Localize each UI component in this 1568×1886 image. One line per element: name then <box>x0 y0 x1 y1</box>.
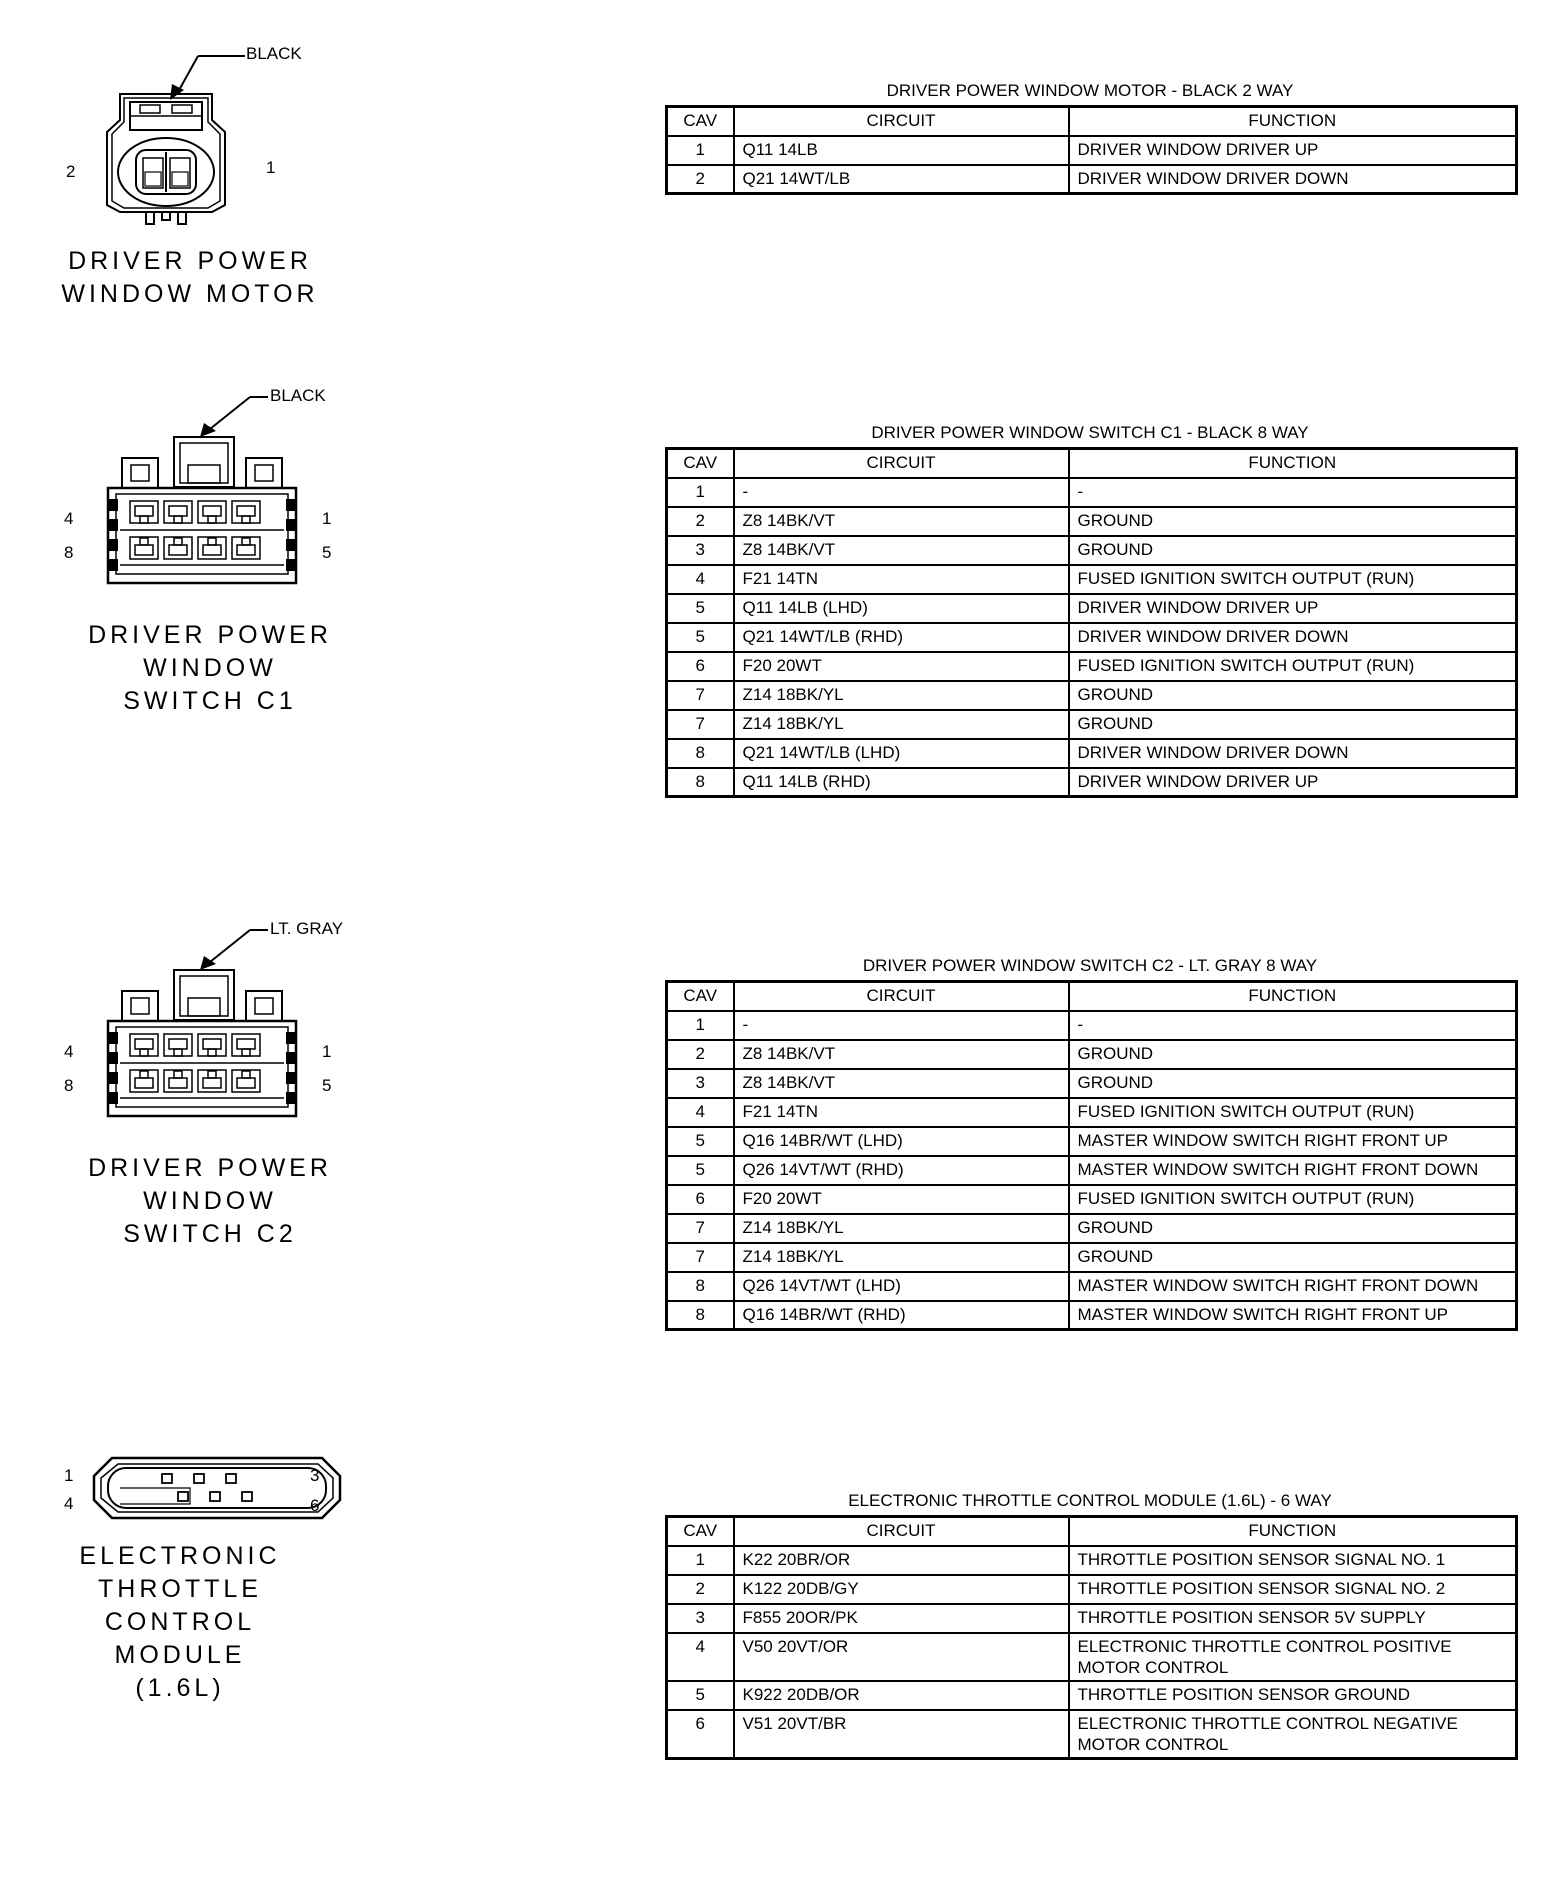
cell-cav: 8 <box>667 739 734 768</box>
cell-circuit: V50 20VT/OR <box>734 1633 1069 1681</box>
header-cav: CAV <box>667 107 734 136</box>
pin-label: 5 <box>322 543 332 562</box>
cell-function: MASTER WINDOW SWITCH RIGHT FRONT DOWN <box>1069 1272 1517 1301</box>
table-header-row <box>667 107 1517 136</box>
table-row <box>667 1011 1517 1040</box>
table-row <box>667 623 1517 652</box>
cell-function: FUSED IGNITION SWITCH OUTPUT (RUN) <box>1069 1185 1517 1214</box>
pin-label: 1 <box>322 1042 332 1061</box>
header-cav: CAV <box>667 1517 734 1546</box>
cell-cav: 7 <box>667 681 734 710</box>
connector-color-label: LT. GRAY <box>270 919 344 938</box>
cell-circuit: Q21 14WT/LB (LHD) <box>734 739 1069 768</box>
cell-circuit: Q21 14WT/LB (RHD) <box>734 623 1069 652</box>
table-header-row <box>667 449 1517 478</box>
table-row <box>667 681 1517 710</box>
pinout-table <box>665 447 1518 798</box>
cell-cav: 8 <box>667 1301 734 1330</box>
cell-function: THROTTLE POSITION SENSOR GROUND <box>1069 1681 1517 1710</box>
cell-function: MASTER WINDOW SWITCH RIGHT FRONT UP <box>1069 1301 1517 1330</box>
cell-circuit: Z14 18BK/YL <box>734 1214 1069 1243</box>
cell-function: DRIVER WINDOW DRIVER UP <box>1069 594 1517 623</box>
table-row <box>667 1546 1517 1575</box>
table-row <box>667 165 1517 194</box>
cell-cav: 3 <box>667 536 734 565</box>
cell-function: - <box>1069 1011 1517 1040</box>
cell-cav: 8 <box>667 1272 734 1301</box>
pinout-table <box>665 105 1518 195</box>
connector-name: DRIVER POWER WINDOW SWITCH C1 <box>88 621 332 715</box>
table-title: DRIVER POWER WINDOW SWITCH C1 - BLACK 8 WAY <box>871 423 1309 442</box>
table-row <box>667 1185 1517 1214</box>
header-cav: CAV <box>667 449 734 478</box>
cell-function: - <box>1069 478 1517 507</box>
cell-cav: 1 <box>667 1011 734 1040</box>
pin-label: 1 <box>322 509 332 528</box>
cell-circuit: F21 14TN <box>734 565 1069 594</box>
cell-function: GROUND <box>1069 1214 1517 1243</box>
cell-function: ELECTRONIC THROTTLE CONTROL NEGATIVE MOTOR CONTROL <box>1069 1710 1517 1759</box>
cell-function: GROUND <box>1069 710 1517 739</box>
table-row <box>667 1098 1517 1127</box>
cell-cav: 6 <box>667 1185 734 1214</box>
cell-cav: 6 <box>667 652 734 681</box>
pin-label: 1 <box>266 158 276 177</box>
table-row <box>667 536 1517 565</box>
cell-circuit: Q11 14LB (RHD) <box>734 768 1069 797</box>
pin-label: 4 <box>64 1494 74 1513</box>
table-row <box>667 1301 1517 1330</box>
table-row <box>667 1069 1517 1098</box>
cell-function: FUSED IGNITION SWITCH OUTPUT (RUN) <box>1069 565 1517 594</box>
cell-function: GROUND <box>1069 1069 1517 1098</box>
header-function: FUNCTION <box>1069 449 1517 478</box>
pinout-table-block <box>665 955 1515 1331</box>
pin-label: 4 <box>64 1042 74 1061</box>
table-title: DRIVER POWER WINDOW MOTOR - BLACK 2 WAY <box>886 81 1294 100</box>
cell-circuit: Z8 14BK/VT <box>734 507 1069 536</box>
pinout-table <box>665 1515 1518 1760</box>
connector-driver-power-window-switch-c1 <box>50 385 350 735</box>
table-row <box>667 1243 1517 1272</box>
cell-circuit: Z14 18BK/YL <box>734 710 1069 739</box>
cell-circuit: Q26 14VT/WT (RHD) <box>734 1156 1069 1185</box>
cell-function: DRIVER WINDOW DRIVER DOWN <box>1069 739 1517 768</box>
connector-name: ELECTRONIC THROTTLE CONTROL MODULE (1.6L) <box>79 1542 281 1702</box>
cell-circuit: F855 20OR/PK <box>734 1604 1069 1633</box>
cell-cav: 2 <box>667 1040 734 1069</box>
cell-function: MASTER WINDOW SWITCH RIGHT FRONT DOWN <box>1069 1156 1517 1185</box>
cell-circuit: Q21 14WT/LB <box>734 165 1069 194</box>
cell-cav: 6 <box>667 1710 734 1759</box>
cell-function: GROUND <box>1069 507 1517 536</box>
table-header-row <box>667 982 1517 1011</box>
header-cav: CAV <box>667 982 734 1011</box>
header-function: FUNCTION <box>1069 1517 1517 1546</box>
cell-cav: 1 <box>667 136 734 165</box>
cell-function: GROUND <box>1069 681 1517 710</box>
cell-circuit: - <box>734 478 1069 507</box>
table-row <box>667 1633 1517 1681</box>
table-row <box>667 1040 1517 1069</box>
connector-name: DRIVER POWER WINDOW SWITCH C2 <box>88 1154 332 1248</box>
cell-cav: 8 <box>667 768 734 797</box>
cell-cav: 5 <box>667 1127 734 1156</box>
table-row <box>667 136 1517 165</box>
table-header-row <box>667 1517 1517 1546</box>
header-function: FUNCTION <box>1069 107 1517 136</box>
cell-circuit: Q16 14BR/WT (LHD) <box>734 1127 1069 1156</box>
cell-cav: 4 <box>667 1098 734 1127</box>
table-row <box>667 594 1517 623</box>
header-circuit: CIRCUIT <box>734 449 1069 478</box>
pinout-table <box>665 980 1518 1331</box>
cell-function: THROTTLE POSITION SENSOR SIGNAL NO. 1 <box>1069 1546 1517 1575</box>
cell-circuit: Q11 14LB <box>734 136 1069 165</box>
cell-function: FUSED IGNITION SWITCH OUTPUT (RUN) <box>1069 1098 1517 1127</box>
table-row <box>667 1127 1517 1156</box>
cell-cav: 1 <box>667 478 734 507</box>
cell-circuit: - <box>734 1011 1069 1040</box>
pin-label: 4 <box>64 509 74 528</box>
table-row <box>667 507 1517 536</box>
table-row <box>667 1272 1517 1301</box>
table-row <box>667 1575 1517 1604</box>
cell-cav: 3 <box>667 1069 734 1098</box>
table-row <box>667 565 1517 594</box>
pin-label: 2 <box>66 162 76 181</box>
cell-function: ELECTRONIC THROTTLE CONTROL POSITIVE MOTOR CONTROL <box>1069 1633 1517 1681</box>
table-row <box>667 1604 1517 1633</box>
pin-label: 8 <box>64 1076 74 1095</box>
connector-color-label: BLACK <box>246 44 302 63</box>
cell-cav: 3 <box>667 1604 734 1633</box>
table-row <box>667 478 1517 507</box>
cell-cav: 2 <box>667 1575 734 1604</box>
cell-circuit: F21 14TN <box>734 1098 1069 1127</box>
cell-cav: 2 <box>667 165 734 194</box>
cell-function: GROUND <box>1069 536 1517 565</box>
pinout-table-block <box>665 80 1515 195</box>
cell-function: DRIVER WINDOW DRIVER DOWN <box>1069 165 1517 194</box>
table-row <box>667 710 1517 739</box>
cell-circuit: Z8 14BK/VT <box>734 536 1069 565</box>
cell-function: DRIVER WINDOW DRIVER DOWN <box>1069 623 1517 652</box>
cell-circuit: K122 20DB/GY <box>734 1575 1069 1604</box>
cell-cav: 7 <box>667 1243 734 1272</box>
cell-circuit: Q11 14LB (LHD) <box>734 594 1069 623</box>
cell-function: THROTTLE POSITION SENSOR 5V SUPPLY <box>1069 1604 1517 1633</box>
cell-function: THROTTLE POSITION SENSOR SIGNAL NO. 2 <box>1069 1575 1517 1604</box>
pin-label: 8 <box>64 543 74 562</box>
cell-circuit: Z14 18BK/YL <box>734 1243 1069 1272</box>
cell-cav: 7 <box>667 1214 734 1243</box>
table-row <box>667 1681 1517 1710</box>
cell-function: GROUND <box>1069 1040 1517 1069</box>
table-row <box>667 652 1517 681</box>
cell-cav: 5 <box>667 594 734 623</box>
connector-electronic-throttle-control-module <box>50 1448 350 1708</box>
cell-circuit: Z14 18BK/YL <box>734 681 1069 710</box>
pinout-table-block <box>665 422 1515 798</box>
pin-label: 5 <box>322 1076 332 1095</box>
cell-cav: 4 <box>667 1633 734 1681</box>
table-row <box>667 1156 1517 1185</box>
cell-circuit: Z8 14BK/VT <box>734 1069 1069 1098</box>
cell-circuit: Z8 14BK/VT <box>734 1040 1069 1069</box>
cell-cav: 1 <box>667 1546 734 1575</box>
table-row <box>667 1214 1517 1243</box>
six-way-connector-icon <box>50 1448 350 1528</box>
cell-cav: 5 <box>667 1156 734 1185</box>
table-title: DRIVER POWER WINDOW SWITCH C2 - LT. GRAY 8 WAY <box>862 956 1318 975</box>
table-row <box>667 739 1517 768</box>
pin-label: 6 <box>310 1496 320 1515</box>
cell-circuit: F20 20WT <box>734 1185 1069 1214</box>
cell-function: MASTER WINDOW SWITCH RIGHT FRONT UP <box>1069 1127 1517 1156</box>
cell-circuit: K22 20BR/OR <box>734 1546 1069 1575</box>
cell-function: DRIVER WINDOW DRIVER UP <box>1069 136 1517 165</box>
cell-cav: 2 <box>667 507 734 536</box>
table-title: ELECTRONIC THROTTLE CONTROL MODULE (1.6L) - 6 WAY <box>848 1491 1332 1510</box>
connector-name: DRIVER POWER WINDOW MOTOR <box>61 247 319 308</box>
table-row <box>667 768 1517 797</box>
pin-label: 3 <box>310 1466 320 1485</box>
cell-circuit: K922 20DB/OR <box>734 1681 1069 1710</box>
cell-circuit: F20 20WT <box>734 652 1069 681</box>
two-way-connector-icon <box>50 40 350 240</box>
table-row <box>667 1710 1517 1759</box>
cell-cav: 7 <box>667 710 734 739</box>
cell-circuit: Q16 14BR/WT (RHD) <box>734 1301 1069 1330</box>
cell-cav: 5 <box>667 1681 734 1710</box>
pin-label: 1 <box>64 1466 74 1485</box>
header-circuit: CIRCUIT <box>734 107 1069 136</box>
cell-function: DRIVER WINDOW DRIVER UP <box>1069 768 1517 797</box>
header-circuit: CIRCUIT <box>734 1517 1069 1546</box>
header-circuit: CIRCUIT <box>734 982 1069 1011</box>
pinout-table-block <box>665 1490 1515 1760</box>
eight-way-connector-icon <box>50 918 350 1138</box>
connector-driver-power-window-switch-c2 <box>50 918 350 1268</box>
cell-function: GROUND <box>1069 1243 1517 1272</box>
cell-cav: 5 <box>667 623 734 652</box>
cell-cav: 4 <box>667 565 734 594</box>
connector-color-label: BLACK <box>270 386 326 405</box>
cell-function: FUSED IGNITION SWITCH OUTPUT (RUN) <box>1069 652 1517 681</box>
eight-way-connector-icon <box>50 385 350 605</box>
cell-circuit: Q26 14VT/WT (LHD) <box>734 1272 1069 1301</box>
header-function: FUNCTION <box>1069 982 1517 1011</box>
cell-circuit: V51 20VT/BR <box>734 1710 1069 1759</box>
connector-driver-power-window-motor <box>50 40 350 320</box>
